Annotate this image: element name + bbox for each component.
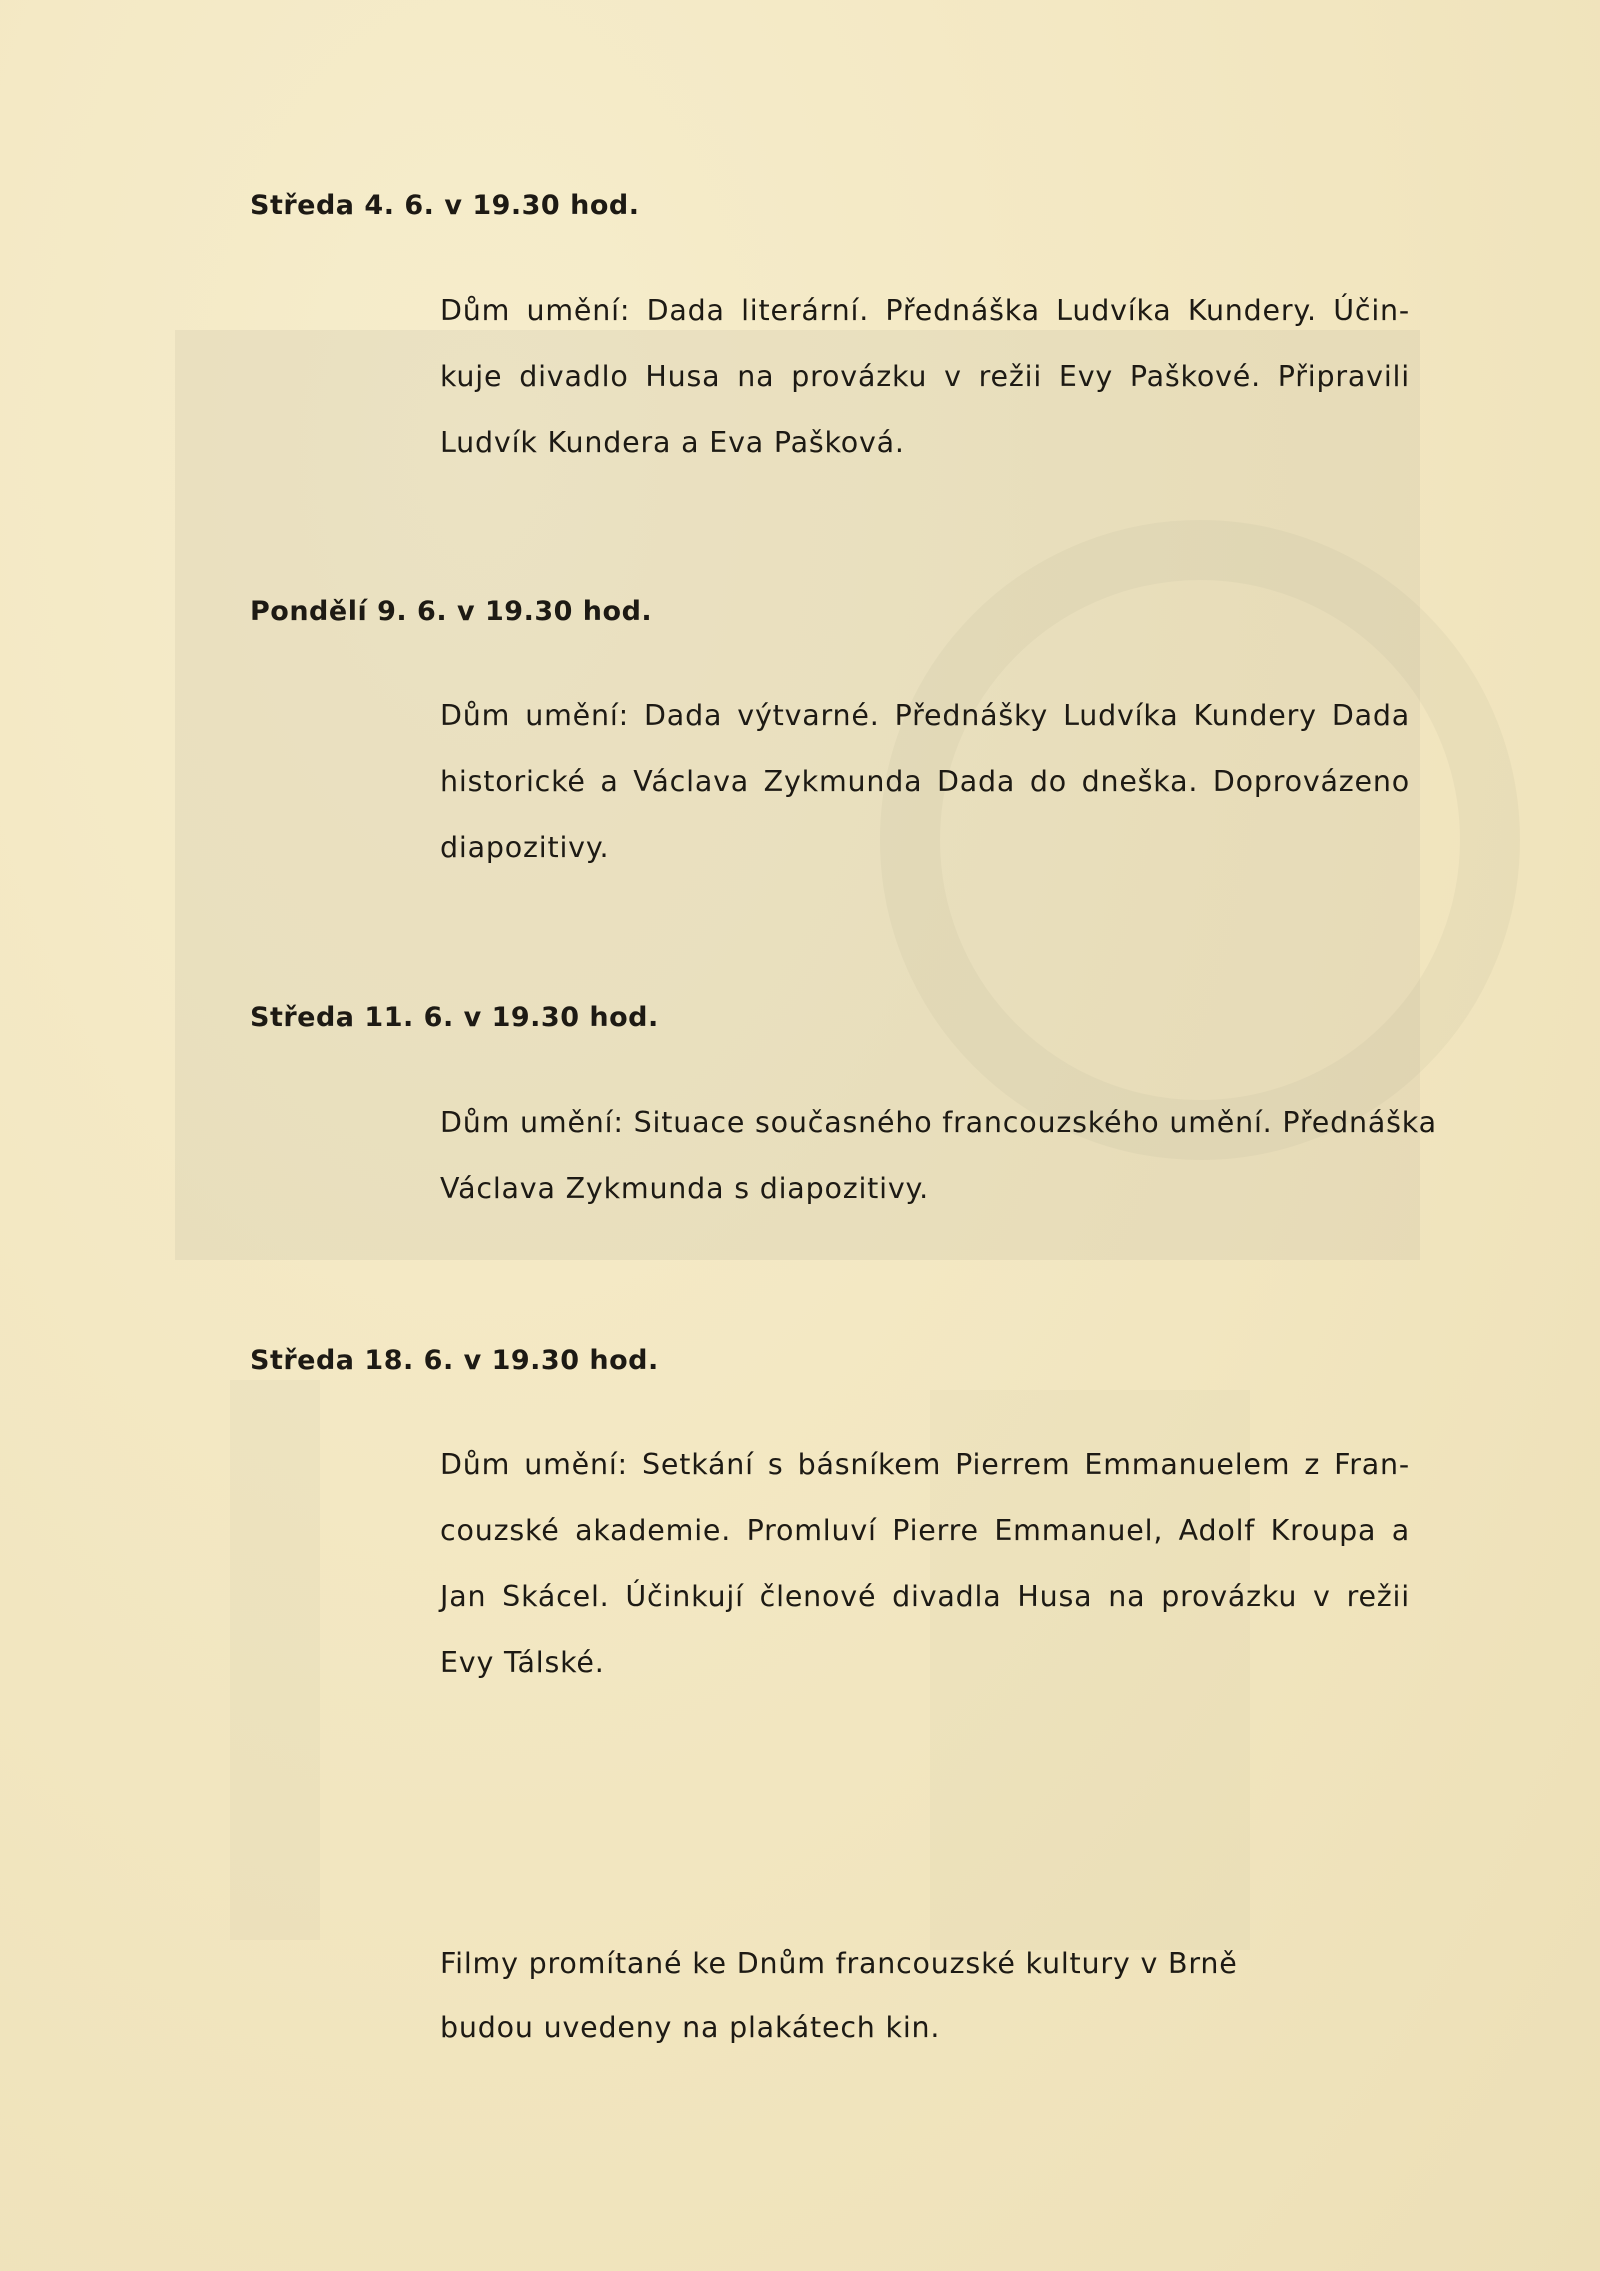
description-line: couzské akademie. Promluví Pierre Emmanuel, Adolf Kroupa a (440, 1514, 1410, 1547)
description-line: diapozitivy. (440, 831, 610, 864)
description-line: Václava Zykmunda s diapozitivy. (440, 1172, 929, 1205)
description-line: Dům umění: Dada literární. Přednáška Ludvíka Kundery. Účin- (440, 294, 1410, 327)
description-line: kuje divadlo Husa na provázku v režii Evy Paškové. Připravili (440, 360, 1410, 393)
event-description (440, 1090, 1437, 1222)
description-line: Jan Skácel. Účinkují členové divadla Husa na provázku v režii (440, 1580, 1410, 1613)
event-description (440, 1432, 1410, 1696)
ghost-print-letters-left (230, 1380, 320, 1940)
event-description (440, 278, 1410, 476)
description-line: Evy Tálské. (440, 1646, 605, 1679)
footer-note (440, 1932, 1238, 2060)
description-line: Dům umění: Setkání s básníkem Pierrem Emmanuelem z Fran- (440, 1448, 1410, 1481)
footer-line: budou uvedeny na plakátech kin. (440, 2011, 941, 2044)
event-date: Středa 11. 6. v 19.30 hod. (250, 1002, 659, 1033)
event-date: Středa 18. 6. v 19.30 hod. (250, 1345, 659, 1376)
description-line: historické a Václava Zykmunda Dada do dneška. Doprovázeno (440, 765, 1410, 798)
event-description (440, 683, 1410, 881)
description-line: Ludvík Kundera a Eva Pašková. (440, 426, 905, 459)
description-line: Dům umění: Dada výtvarné. Přednášky Ludvíka Kundery Dada (440, 699, 1410, 732)
footer-line: Filmy promítané ke Dnům francouzské kultury v Brně (440, 1947, 1238, 1980)
event-date: Pondělí 9. 6. v 19.30 hod. (250, 596, 653, 627)
event-date: Středa 4. 6. v 19.30 hod. (250, 190, 640, 221)
description-line: Dům umění: Situace současného francouzského umění. Přednáška (440, 1106, 1437, 1139)
